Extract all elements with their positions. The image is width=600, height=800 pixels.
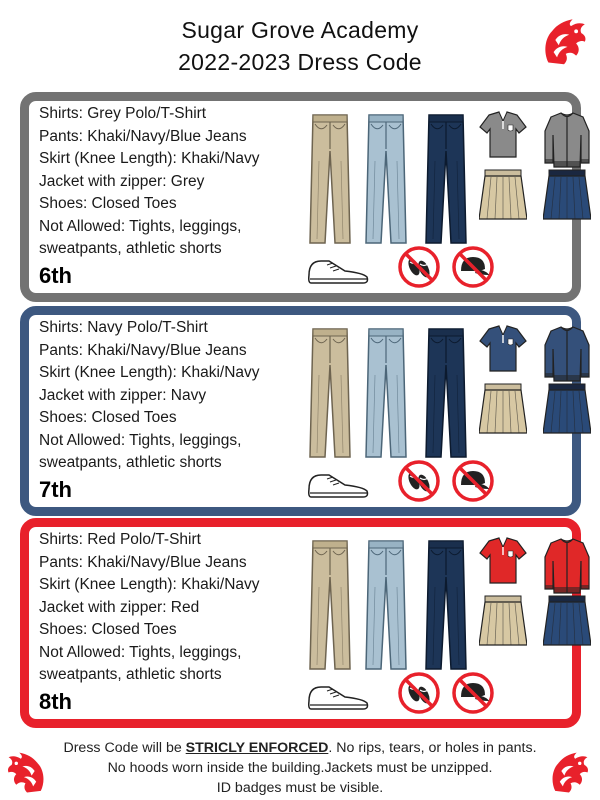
rule-line: Shirts: Red Polo/T-Shirt [39, 531, 201, 548]
rule-line: Pants: Khaki/Navy/Blue Jeans [39, 127, 247, 145]
school-name: Sugar Grove Academy [181, 17, 419, 43]
zip-jacket-icon [543, 111, 591, 169]
closed-toe-sneaker-icon [307, 681, 371, 711]
khaki-skirt-icon [479, 169, 527, 221]
uniform-illustrations [271, 533, 571, 723]
zip-jacket-icon [543, 325, 591, 383]
no-sandals-icon [397, 459, 441, 503]
dress-code-rules [39, 529, 289, 687]
rule-line: Shoes: Closed Toes [39, 409, 177, 426]
footer-notes [0, 738, 600, 798]
footer-text: Dress Code will be [63, 740, 186, 756]
rule-line: Jacket with zipper: Grey [39, 172, 205, 190]
navy-skirt-icon [543, 383, 591, 435]
zip-jacket-icon [543, 537, 591, 595]
closed-toe-sneaker-icon [307, 469, 371, 499]
khaki-pants-icon [307, 325, 353, 461]
grade-label: 6th [39, 263, 72, 288]
rule-line: Skirt (Knee Length): Khaki/Navy [39, 150, 260, 167]
navy-pants-icon [423, 111, 469, 247]
panel-6th-grade [20, 92, 581, 302]
strictly-enforced-text: STRICLY ENFORCED [185, 740, 329, 756]
no-hats-icon [451, 245, 495, 289]
polo-shirt-icon [479, 325, 527, 373]
rule-line: Not Allowed: Tights, leggings, [39, 217, 242, 235]
grade-label: 8th [39, 689, 72, 714]
rule-line: sweatpants, athletic shorts [39, 454, 222, 471]
footer-line-2: No hoods worn inside the building.Jackets must be unzipped. [107, 760, 493, 776]
khaki-pants-icon [307, 111, 353, 247]
rule-line: Skirt (Knee Length): Khaki/Navy [39, 364, 260, 381]
footer-line-1 [0, 738, 600, 758]
rule-line: Shirts: Navy Polo/T-Shirt [39, 319, 208, 336]
uniform-illustrations [271, 321, 571, 511]
no-sandals-icon [397, 671, 441, 715]
dress-code-year: 2022-2023 Dress Code [178, 49, 422, 75]
lion-logo-icon [538, 14, 590, 66]
rule-line: Jacket with zipper: Red [39, 598, 200, 616]
dress-code-rules [39, 103, 289, 261]
navy-pants-icon [423, 537, 469, 673]
no-hats-icon [451, 459, 495, 503]
footer-line-3: ID badges must be visible. [216, 780, 384, 796]
blue-jeans-icon [363, 325, 409, 461]
footer-text: . No rips, tears, or holes in pants. [328, 740, 537, 756]
rule-line: Shoes: Closed Toes [39, 621, 177, 638]
rule-line: Shoes: Closed Toes [39, 195, 177, 212]
rule-line: sweatpants, athletic shorts [39, 240, 222, 257]
rule-line: sweatpants, athletic shorts [39, 666, 222, 683]
polo-shirt-icon [479, 537, 527, 585]
blue-jeans-icon [363, 111, 409, 247]
polo-shirt-icon [479, 111, 527, 159]
navy-pants-icon [423, 325, 469, 461]
no-sandals-icon [397, 245, 441, 289]
khaki-pants-icon [307, 537, 353, 673]
navy-skirt-icon [543, 169, 591, 221]
rule-line: Not Allowed: Tights, leggings, [39, 643, 242, 661]
rule-line: Pants: Khaki/Navy/Blue Jeans [39, 553, 247, 571]
rule-line: Skirt (Knee Length): Khaki/Navy [39, 576, 260, 593]
dress-code-rules [39, 317, 289, 475]
grade-label: 7th [39, 477, 72, 502]
rule-line: Pants: Khaki/Navy/Blue Jeans [39, 341, 247, 359]
panel-7th-grade [20, 306, 581, 516]
rule-line: Jacket with zipper: Navy [39, 386, 207, 404]
khaki-skirt-icon [479, 383, 527, 435]
panel-8th-grade [20, 518, 581, 728]
rule-line: Shirts: Grey Polo/T-Shirt [39, 105, 207, 122]
navy-skirt-icon [543, 595, 591, 647]
khaki-skirt-icon [479, 595, 527, 647]
blue-jeans-icon [363, 537, 409, 673]
uniform-illustrations [271, 107, 571, 297]
rule-line: Not Allowed: Tights, leggings, [39, 431, 242, 449]
page-title [0, 14, 600, 78]
closed-toe-sneaker-icon [307, 255, 371, 285]
no-hats-icon [451, 671, 495, 715]
